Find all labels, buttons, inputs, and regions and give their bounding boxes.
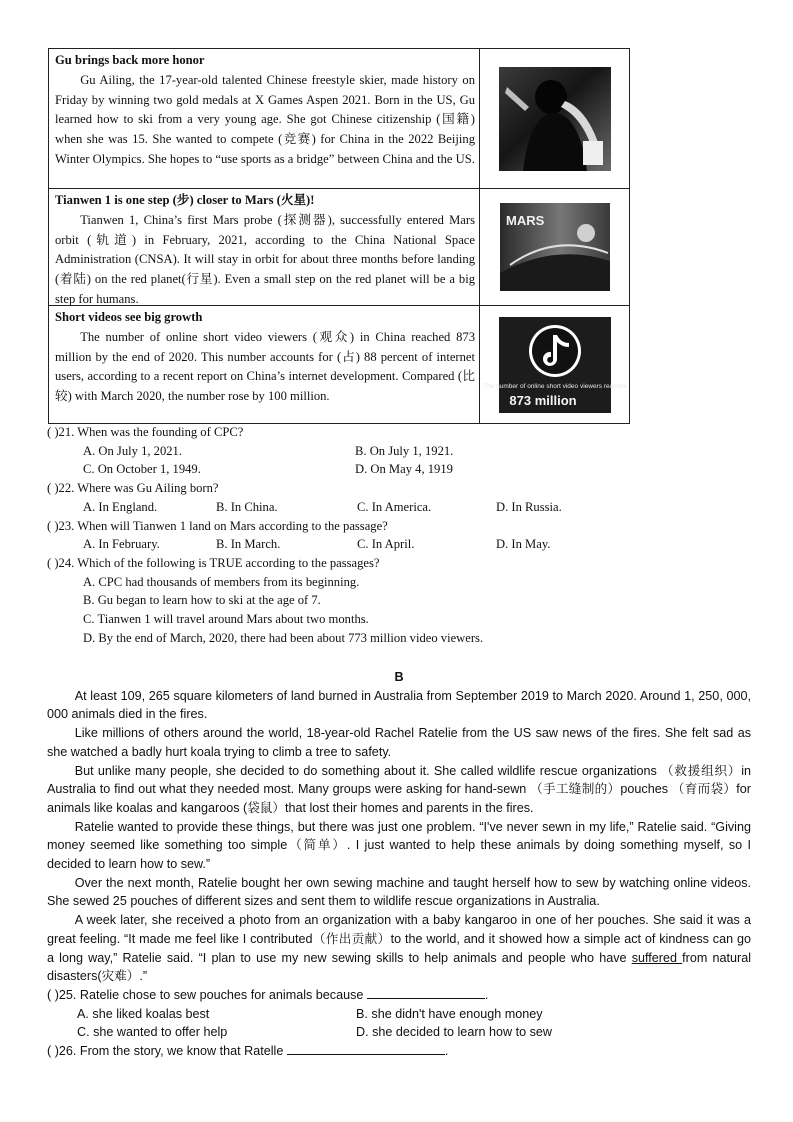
option-c[interactable]: C. Tianwen 1 will travel around Mars about two months. xyxy=(83,612,369,627)
question-26 xyxy=(47,1042,751,1061)
news-image-cell xyxy=(480,306,629,423)
option-d[interactable]: D. By the end of March, 2020, there had been about 773 million video viewers. xyxy=(83,630,484,645)
mars-probe-photo xyxy=(500,203,610,291)
question-25 xyxy=(47,986,751,1005)
news-image-cell xyxy=(480,189,629,305)
news-image-cell xyxy=(480,49,629,188)
news-table xyxy=(48,48,630,424)
option-c[interactable]: C. On October 1, 1949. xyxy=(83,462,201,477)
mars-image-label: MARS xyxy=(505,213,544,228)
question-23: ( )23. When will Tianwen 1 land on Mars according to the passage? xyxy=(47,518,388,533)
news-headline: Tianwen 1 is one step (步) closer to Mars (火星)! xyxy=(55,193,315,207)
question-26-stem: ( )26. From the story, we know that Ratelle xyxy=(47,1044,287,1059)
question-26-end: . xyxy=(444,1044,449,1059)
news-row-video xyxy=(49,306,629,423)
question-21: ( )21. When was the founding of CPC? xyxy=(47,425,244,439)
news-body: The number of online short video viewers (观众) in China reached 873 million by the end of 2020. This number accounts for (占) 88 percent of internet users, according to a recent report on China’s internet development. Compared (比较) with March 2020, the number rose by 100 million. xyxy=(55,329,475,404)
news-row-tianwen xyxy=(49,189,629,306)
question-21-options-2 xyxy=(47,460,747,479)
option-d[interactable]: D. In May. xyxy=(496,537,551,552)
option-c[interactable]: C. In April. xyxy=(357,537,415,552)
news-headline: Short videos see big growth xyxy=(55,310,203,324)
passage-paragraph: Ratelie wanted to provide these things, but there was just one problem. “I've never sewn in my life,” Ratelie said. “Giving money seemed like something too simple（简单）. I just wanted to help these animals by doing something myself, so I decided to learn how to sew.” xyxy=(47,819,751,872)
option-a[interactable]: A. In England. xyxy=(83,499,158,514)
section-b xyxy=(47,668,751,1061)
passage-paragraph: Like millions of others around the world, 18-year-old Rachel Ratelie from the US saw news of the fires. She felt sad as she watched a badly hurt koala trying to climb a tree to safety. xyxy=(47,726,751,759)
option-d[interactable]: D. she decided to learn how to sew xyxy=(356,1025,553,1040)
paragraph-text: A week later, she received a photo from an organization with a baby kangaroo in one of her pouches. She said it was a great feeling. “It made me feel like I contributed（作出贡献）to the world, and it showed how a simple act of kindness can go a long way,” Ratelie said. “I plan to use my new sewing skills to help animals and people who have xyxy=(47,913,751,965)
option-a[interactable]: A. she liked koalas best xyxy=(77,1006,210,1021)
option-a[interactable]: A. In February. xyxy=(83,537,160,552)
passage-paragraph: At least 109, 265 square kilometers of land burned in Australia from September 2019 to March 2020. Around 1, 250, 000, 000 animals died in the fires. xyxy=(47,688,751,722)
option-a[interactable]: A. CPC had thousands of members from its beginning. xyxy=(83,574,360,589)
question-25-stem: ( )25. Ratelie chose to sew pouches for animals because xyxy=(47,987,367,1002)
underlined-word: suffered xyxy=(631,950,683,965)
option-b[interactable]: B. Gu began to learn how to ski at the age of 7. xyxy=(83,593,321,608)
question-21-options xyxy=(47,442,747,461)
news-headline: Gu brings back more honor xyxy=(55,53,205,67)
option-d[interactable]: D. In Russia. xyxy=(496,499,562,514)
option-a[interactable]: A. On July 1, 2021. xyxy=(83,443,183,458)
video-image-caption: The number of online short video viewers reaches xyxy=(482,382,627,390)
option-b[interactable]: B. In March. xyxy=(216,537,281,552)
option-b[interactable]: B. On July 1, 1921. xyxy=(355,443,454,458)
answer-blank[interactable] xyxy=(287,1042,445,1055)
answer-blank[interactable] xyxy=(367,986,485,999)
short-video-app-image xyxy=(482,317,627,413)
option-c[interactable]: C. In America. xyxy=(357,499,432,514)
questions-section-a xyxy=(47,423,747,647)
question-22-options xyxy=(47,498,747,517)
question-25-end: . xyxy=(484,987,489,1002)
news-body: Tianwen 1, China’s first Mars probe (探测器), successfully entered Mars orbit (轨道) in February, 2021, according to the China National Space Administration (CNSA). It will stay in orbit for about three months before landing (着陆) on the red planet(行星). Even a small step on the red planet will be a big step for humans. xyxy=(55,212,475,306)
passage-paragraph: Over the next month, Ratelie bought her own sewing machine and taught herself how to sew by watching online videos. She sewed 25 pouches of different sizes and sent them to wildlife rescue organizations in Australia. xyxy=(47,875,751,909)
skier-photo xyxy=(499,67,611,171)
question-23-options xyxy=(47,535,747,554)
paragraph-text-end: from natural disasters(灾难）.” xyxy=(47,950,751,984)
option-b[interactable]: B. In China. xyxy=(216,499,278,514)
news-row-gu xyxy=(49,49,629,189)
news-body: Gu Ailing, the 17-year-old talented Chinese freestyle skier, made history on Friday by winning two gold medals at X Games Aspen 2021. Born in the US, Gu learned how to ski from a very young age. She got Chinese citizenship (国籍) when she was 15. She wanted to compete (竞赛) for China in the 2022 Beijing Winter Olympics. She hopes to “use sports as a bridge” between China and the US. xyxy=(55,72,475,166)
news-text-cell xyxy=(49,49,480,188)
passage-paragraph-last xyxy=(47,911,751,986)
section-title: B xyxy=(394,670,404,684)
passage-paragraph: But unlike many people, she decided to do something about it. She called wildlife rescue organizations （救援组织）in Australia to find out what they needed most. Many groups were asking for hand-sewn （手工缝制的）pouches （育而袋）for animals like koalas and kangaroos (袋鼠）that lost their homes and parents in the fires. xyxy=(47,763,751,815)
news-text-cell xyxy=(49,189,480,305)
option-d[interactable]: D. On May 4, 1919 xyxy=(355,462,453,477)
option-b[interactable]: B. she didn't have enough money xyxy=(356,1006,543,1021)
video-image-number: 873 million xyxy=(508,392,577,408)
news-text-cell xyxy=(49,306,480,423)
question-25-options-2 xyxy=(47,1023,751,1042)
option-c[interactable]: C. she wanted to offer help xyxy=(77,1025,228,1040)
question-24: ( )24. Which of the following is TRUE according to the passages? xyxy=(47,555,380,570)
question-22: ( )22. Where was Gu Ailing born? xyxy=(47,481,219,496)
question-25-options xyxy=(47,1005,751,1024)
